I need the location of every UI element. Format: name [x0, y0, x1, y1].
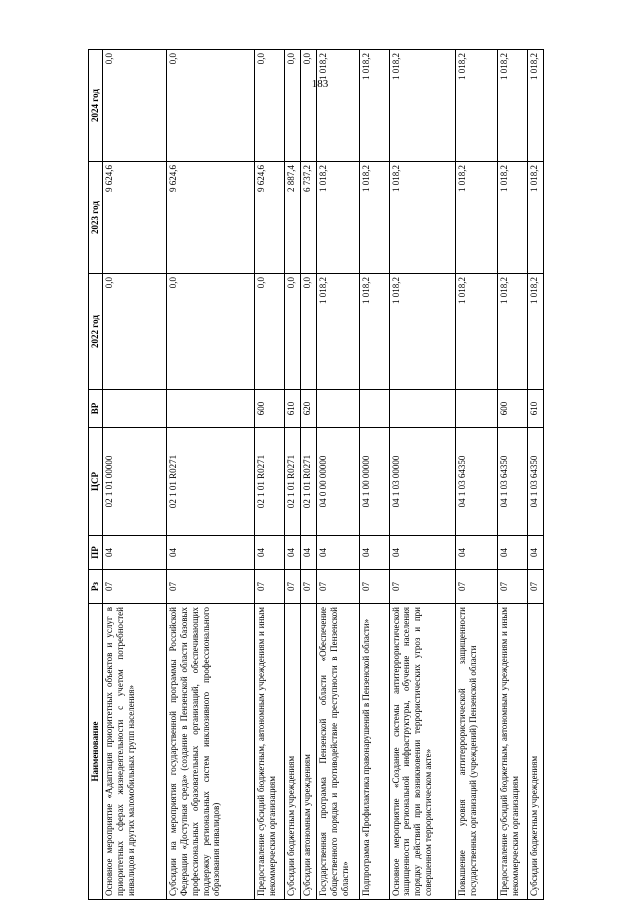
row-csr: 04 1 03 00000: [389, 428, 455, 536]
row-pr: 04: [103, 536, 167, 570]
row-2024: 1 018,2: [455, 50, 497, 162]
row-2022: 1 018,2: [527, 274, 543, 390]
row-2024: 0,0: [167, 50, 255, 162]
row-rz: 07: [455, 570, 497, 604]
row-2022: 1 018,2: [317, 274, 359, 390]
header-pr: ПР: [89, 536, 103, 570]
row-2024: 1 018,2: [527, 50, 543, 162]
row-vr: [359, 390, 389, 428]
row-2022: 0,0: [285, 274, 301, 390]
row-2023: 9 624,6: [255, 162, 285, 274]
table-row: [389, 50, 455, 900]
row-csr: 02 1 01 R0271: [285, 428, 301, 536]
row-vr: [389, 390, 455, 428]
row-vr: 620: [301, 390, 317, 428]
row-name: Государственная программа Пензенской области «Обеспечение общественного порядка и противодействие преступности в Пензенской области»: [317, 604, 359, 900]
row-name: Субсидии автономным учреждениям: [301, 604, 317, 900]
row-2022: 1 018,2: [359, 274, 389, 390]
row-pr: 04: [301, 536, 317, 570]
row-csr: 04 0 00 00000: [317, 428, 359, 536]
row-vr: [455, 390, 497, 428]
row-2023: 9 624,6: [103, 162, 167, 274]
row-csr: 02 1 01 00000: [103, 428, 167, 536]
row-name: Субсидии бюджетным учреждениям: [285, 604, 301, 900]
row-2024: 1 018,2: [317, 50, 359, 162]
row-name: Предоставление субсидий бюджетным, автономным учреждениям и иным некоммерческим организациям: [255, 604, 285, 900]
header-2022: 2022 год: [89, 274, 103, 390]
row-rz: 07: [497, 570, 527, 604]
header-csr: ЦСР: [89, 428, 103, 536]
table-header-row: [89, 50, 103, 900]
row-vr: 610: [285, 390, 301, 428]
row-2022: 1 018,2: [389, 274, 455, 390]
row-vr: [167, 390, 255, 428]
row-csr: 04 1 03 64350: [497, 428, 527, 536]
row-pr: 04: [317, 536, 359, 570]
row-2022: 0,0: [103, 274, 167, 390]
row-csr: 04 1 00 00000: [359, 428, 389, 536]
row-rz: 07: [359, 570, 389, 604]
row-vr: 610: [527, 390, 543, 428]
row-2024: 0,0: [255, 50, 285, 162]
row-csr: 02 1 01 R0271: [301, 428, 317, 536]
row-pr: 04: [527, 536, 543, 570]
row-2022: 1 018,2: [497, 274, 527, 390]
row-rz: 07: [317, 570, 359, 604]
row-pr: 04: [255, 536, 285, 570]
row-csr: 04 1 03 64350: [527, 428, 543, 536]
header-2024: 2024 год: [89, 50, 103, 162]
row-pr: 04: [167, 536, 255, 570]
row-pr: 04: [285, 536, 301, 570]
row-pr: 04: [455, 536, 497, 570]
row-csr: 02 1 01 R0271: [167, 428, 255, 536]
row-pr: 04: [497, 536, 527, 570]
page-number: 183: [311, 78, 329, 90]
row-2022: 0,0: [301, 274, 317, 390]
row-vr: 600: [497, 390, 527, 428]
table-row: [255, 50, 285, 900]
table-row: [527, 50, 543, 900]
rotated-table-container: [88, 50, 544, 900]
table-row: [455, 50, 497, 900]
row-rz: 07: [167, 570, 255, 604]
table-row: [359, 50, 389, 900]
row-pr: 04: [359, 536, 389, 570]
row-name: Основное мероприятие «Адаптация приоритетных объектов и услуг в приоритетных сферах жизнедеятельности с учетом потребностей инвалидов и других маломобильных групп населения»: [103, 604, 167, 900]
row-csr: 02 1 01 R0271: [255, 428, 285, 536]
table-row: [103, 50, 167, 900]
row-rz: 07: [255, 570, 285, 604]
header-rz: Рз: [89, 570, 103, 604]
row-vr: [317, 390, 359, 428]
row-2023: 1 018,2: [497, 162, 527, 274]
table-row: [167, 50, 255, 900]
row-2024: 1 018,2: [389, 50, 455, 162]
row-name: Подпрограмма «Профилактика правонарушений в Пензенской области»: [359, 604, 389, 900]
header-vr: ВР: [89, 390, 103, 428]
row-2024: 1 018,2: [497, 50, 527, 162]
table-row: [497, 50, 527, 900]
row-name: Субсидии бюджетным учреждениям: [527, 604, 543, 900]
row-2023: 6 737,2: [301, 162, 317, 274]
row-2023: 1 018,2: [317, 162, 359, 274]
row-2023: 1 018,2: [455, 162, 497, 274]
table-row: [301, 50, 317, 900]
budget-table: [88, 49, 544, 900]
header-2023: 2023 год: [89, 162, 103, 274]
row-csr: 04 1 03 64350: [455, 428, 497, 536]
row-2023: 9 624,6: [167, 162, 255, 274]
row-2022: 1 018,2: [455, 274, 497, 390]
row-2023: 1 018,2: [389, 162, 455, 274]
row-2023: 1 018,2: [527, 162, 543, 274]
row-vr: [103, 390, 167, 428]
row-name: Субсидии на мероприятия государственной программы Российской Федерации «Доступная среда» (создание в Пензенской области базовых профессиональных образовательных организаций, обеспечивающих поддержку региональных систем инклюзивного профессионального образования инвалидов): [167, 604, 255, 900]
row-2024: 0,0: [285, 50, 301, 162]
row-rz: 07: [389, 570, 455, 604]
row-name: Основное мероприятие «Создание системы антитеррористической защищенности региональной инфраструктуры, обучение населения порядку действий при возникновении террористических угроз и при совершенном террористическом акте»: [389, 604, 455, 900]
row-2023: 2 887,4: [285, 162, 301, 274]
row-2022: 0,0: [255, 274, 285, 390]
row-2024: 0,0: [103, 50, 167, 162]
row-name: Предоставление субсидий бюджетным, автономным учреждениям и иным некоммерческим организациям: [497, 604, 527, 900]
table-row: [317, 50, 359, 900]
header-name: Наименование: [89, 604, 103, 900]
table-row: [285, 50, 301, 900]
row-rz: 07: [285, 570, 301, 604]
row-name: Повышение уровня антитеррористической защищенности государственных организаций (учреждений) Пензенской области: [455, 604, 497, 900]
row-rz: 07: [301, 570, 317, 604]
row-vr: 600: [255, 390, 285, 428]
row-rz: 07: [103, 570, 167, 604]
row-2022: 0,0: [167, 274, 255, 390]
row-2023: 1 018,2: [359, 162, 389, 274]
row-pr: 04: [389, 536, 455, 570]
row-rz: 07: [527, 570, 543, 604]
row-2024: 0,0: [301, 50, 317, 162]
row-2024: 1 018,2: [359, 50, 389, 162]
